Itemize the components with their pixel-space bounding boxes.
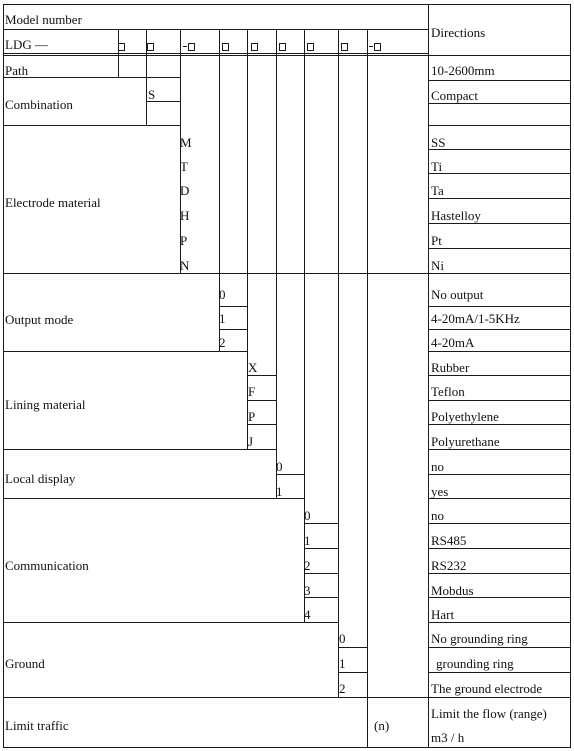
electrode-direction: Ta — [431, 183, 444, 198]
limit-traffic-direction: m3 / h — [431, 730, 465, 745]
grid-line — [428, 375, 571, 376]
combination-label: Combination — [5, 97, 73, 112]
local-display-label: Local display — [5, 471, 76, 486]
ground-code: 1 — [339, 656, 346, 671]
lining-direction: Polyethylene — [431, 409, 499, 424]
slot-dash — [369, 46, 373, 47]
output-mode-code: 0 — [219, 287, 226, 302]
communication-direction: RS485 — [431, 533, 467, 548]
path-direction: 10-2600mm — [431, 63, 495, 78]
communication-code: 3 — [304, 583, 311, 598]
grid-line — [428, 523, 571, 524]
ground-direction: The ground electrode — [431, 681, 543, 696]
local-display-code: 1 — [276, 484, 283, 499]
electrode-code: N — [180, 258, 190, 273]
local-display-direction: yes — [431, 484, 449, 499]
grid-line — [428, 498, 571, 499]
communication-label: Communication — [5, 558, 89, 573]
grid-line — [428, 329, 571, 330]
grid-line — [428, 647, 571, 648]
communication-direction: Hart — [431, 607, 455, 622]
lining-direction: Polyurethane — [431, 434, 500, 449]
output-mode-code: 1 — [219, 311, 226, 326]
communication-code: 2 — [304, 558, 311, 573]
grid-line — [428, 173, 571, 174]
electrode-direction: SS — [431, 135, 446, 150]
path-label: Path — [5, 63, 29, 78]
grid-line — [428, 449, 571, 450]
output-mode-code: 2 — [219, 335, 226, 350]
electrode-direction: Hastelloy — [431, 208, 481, 223]
grid-line — [367, 29, 368, 748]
grid-line — [219, 29, 220, 352]
model-slot-5 — [251, 43, 258, 51]
grid-line — [570, 4, 571, 748]
communication-code: 0 — [304, 508, 311, 523]
grid-line — [3, 498, 305, 499]
grid-line — [338, 672, 368, 673]
grid-line — [428, 306, 571, 307]
electrode-direction: Ti — [431, 159, 443, 174]
grid-line — [3, 77, 181, 78]
model-slot-9 — [374, 43, 381, 51]
grid-line — [247, 424, 277, 425]
grid-line — [428, 125, 571, 126]
communication-code: 1 — [304, 533, 311, 548]
lining-code: X — [248, 360, 258, 375]
grid-line — [304, 548, 339, 549]
grid-line — [428, 351, 571, 352]
model-prefix: LDG — — [5, 37, 48, 52]
grid-line — [276, 29, 277, 499]
model-slot-1 — [118, 43, 125, 51]
grid-line — [428, 573, 571, 574]
directions-header: Directions — [431, 25, 486, 40]
communication-direction: no — [431, 508, 444, 523]
output-mode-direction: No output — [431, 287, 484, 302]
model-slot-8 — [341, 43, 348, 51]
grid-line — [3, 351, 248, 352]
grid-line — [428, 198, 571, 199]
local-display-direction: no — [431, 459, 444, 474]
electrode-code: P — [180, 233, 188, 248]
lining-direction: Rubber — [431, 360, 470, 375]
model-slot-6 — [279, 43, 286, 51]
ground-direction: No grounding ring — [431, 631, 528, 646]
grid-line — [3, 697, 571, 698]
grid-line — [276, 474, 305, 475]
electrode-code: M — [180, 135, 192, 150]
model-slot-4 — [222, 43, 229, 51]
grid-line — [304, 523, 339, 524]
model-slot-2 — [147, 43, 154, 51]
output-mode-direction: 4-20mA/1-5KHz — [431, 311, 520, 326]
lining-direction: Teflon — [431, 384, 465, 399]
electrode-direction: Pt — [431, 233, 442, 248]
grid-line — [428, 80, 571, 81]
slot-dash — [183, 46, 187, 47]
grid-line — [428, 149, 571, 150]
grid-line — [3, 29, 429, 30]
grid-line — [247, 375, 277, 376]
grid-line — [428, 223, 571, 224]
electrode-direction: Ni — [431, 258, 444, 273]
limit-traffic-label: Limit traffic — [5, 718, 69, 733]
combination-direction: Compact — [431, 88, 478, 103]
grid-line — [3, 747, 571, 748]
lining-code: P — [248, 409, 256, 424]
grid-line — [428, 622, 571, 623]
ground-label: Ground — [5, 656, 45, 671]
grid-line — [3, 273, 571, 274]
grid-line — [428, 474, 571, 475]
grid-line — [247, 400, 277, 401]
grid-line — [3, 53, 429, 54]
grid-line — [428, 672, 571, 673]
ground-code: 2 — [339, 681, 346, 696]
grid-line — [428, 248, 571, 249]
grid-line — [428, 4, 429, 748]
lining-code: F — [248, 384, 256, 399]
ground-code: 0 — [339, 631, 346, 646]
grid-line — [118, 29, 119, 78]
grid-line — [3, 449, 277, 450]
grid-line — [219, 306, 248, 307]
limit-traffic-direction: Limit the flow (range) — [431, 706, 547, 721]
grid-line — [428, 103, 571, 104]
electrode-code: D — [180, 183, 190, 198]
limit-traffic-code: (n) — [374, 718, 390, 733]
local-display-code: 0 — [276, 459, 283, 474]
grid-line — [304, 573, 339, 574]
communication-code: 4 — [304, 607, 311, 622]
combination-code: S — [148, 87, 156, 102]
grid-line — [3, 622, 339, 623]
output-mode-label: Output mode — [5, 312, 74, 327]
electrode-code: H — [180, 208, 190, 223]
lining-label: Lining material — [5, 397, 86, 412]
grid-line — [428, 400, 571, 401]
grid-line — [338, 647, 368, 648]
communication-direction: Mobdus — [431, 583, 474, 598]
communication-direction: RS232 — [431, 558, 467, 573]
output-mode-direction: 4-20mA — [431, 335, 475, 350]
electrode-label: Electrode material — [5, 195, 101, 210]
grid-line — [219, 329, 248, 330]
grid-line — [3, 55, 571, 56]
ground-direction: grounding ring — [436, 656, 514, 671]
grid-line — [428, 548, 571, 549]
grid-line — [428, 424, 571, 425]
lining-code: J — [248, 434, 254, 449]
model-number-label: Model number — [5, 12, 82, 27]
grid-line — [3, 4, 4, 748]
electrode-code: T — [180, 159, 188, 174]
model-slot-3 — [188, 43, 195, 51]
model-slot-7 — [307, 43, 314, 51]
grid-line — [3, 4, 571, 5]
grid-line — [3, 125, 181, 126]
